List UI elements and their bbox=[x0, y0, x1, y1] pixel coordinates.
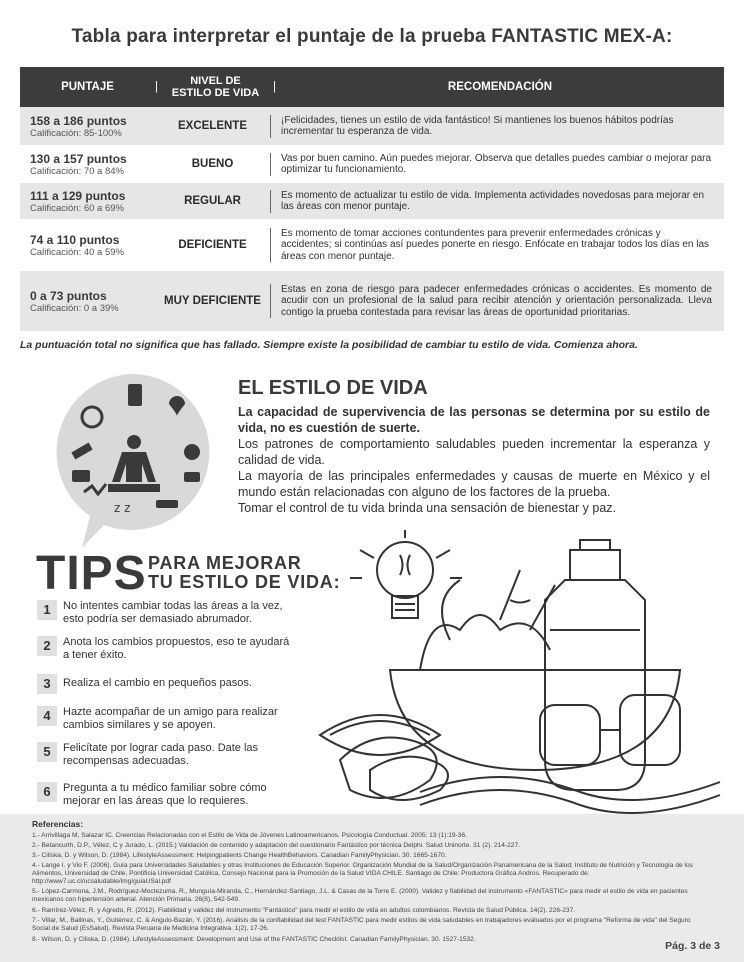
row-points: 74 a 110 puntos bbox=[30, 232, 120, 247]
scale-icon bbox=[72, 470, 90, 482]
row-nivel: BUENO bbox=[191, 158, 234, 170]
row-points: 111 a 129 puntos bbox=[30, 188, 126, 203]
row-recomendacion: Es momento de actualizar tu estilo de vida. Implementa actividades novedosas para mejorar en las áreas con menor puntaje. bbox=[270, 190, 724, 213]
tip-number: 2 bbox=[37, 636, 57, 656]
tip-text: Realiza el cambio en pequeños pasos. bbox=[63, 677, 252, 689]
table-row bbox=[20, 183, 724, 221]
row-calificacion: Calificación: 0 a 39% bbox=[30, 302, 119, 314]
row-calificacion: Calificación: 40 a 59% bbox=[30, 246, 124, 258]
apple-icon bbox=[184, 444, 200, 460]
row-recomendacion: Es momento de tomar acciones contundentes para prevenir enfermedades crónicas y accidentes; si continúas así puedes ponerte en riesgo. Enfócate en trabajar todos los días en las áreas con menor puntaje. bbox=[270, 228, 724, 263]
row-nivel: EXCELENTE bbox=[177, 120, 247, 132]
table-row bbox=[20, 147, 724, 183]
reference-item: 6.- Ramírez-Vélez, R. y Agredo, R. (2012). Fiabilidad y validez del instrumento "Fantástico" para medir el estilo de vida en adultos colombianos. Revista de Salud Pública. 14(2). 226-237. bbox=[32, 907, 576, 914]
tip-item bbox=[37, 674, 297, 694]
estilo-body bbox=[238, 404, 710, 516]
tips-subheading-line2: TU ESTILO DE VIDA: bbox=[148, 572, 341, 592]
reference-item: 5.- López-Carmona, J.M., Rodríguez-Moctezuma, R., Munguía-Miranda, C., Hernández-Santiago, J.L. & Casas de la Torre E. (2000). Validez y fiabilidad del instrumento «FANTASTIC» para medir el estilo de vida en pacientes mexicanos con hipertensión arterial. Atención Primaria. 26(8), 542-549. bbox=[32, 888, 688, 903]
table-row bbox=[20, 107, 724, 147]
drink-icon bbox=[128, 384, 142, 406]
row-calificacion: Calificación: 85-100% bbox=[30, 127, 122, 139]
healthy-food-illustration bbox=[300, 530, 730, 815]
meditation-head-icon bbox=[127, 435, 141, 449]
estilo-lead: La capacidad de supervivencia de las personas se determina por su estilo de vida, no es cuestión de suerte. bbox=[238, 405, 710, 435]
row-points: 130 a 157 puntos bbox=[30, 151, 127, 166]
tip-text: Felicítate por lograr cada paso. Date las recompensas adecuadas. bbox=[63, 742, 259, 767]
row-calificacion: Calificación: 60 a 69% bbox=[30, 202, 124, 214]
lifestyle-illustration bbox=[44, 372, 224, 552]
tip-item bbox=[37, 706, 297, 732]
dumbbell-icon bbox=[540, 705, 600, 765]
tips-heading: TIPS bbox=[36, 547, 147, 600]
table-row bbox=[20, 271, 724, 333]
measuring-tape-icon bbox=[420, 777, 720, 800]
tip-number: 3 bbox=[37, 674, 57, 694]
tip-text: Anota los cambios propuestos, eso te ayudará a tener éxito. bbox=[63, 636, 290, 661]
reference-item: 8.- Wilson, D. y Ciliska, D. (1984). LifestyleAssessment: Development and Use of the FANTASTIC Checklist. Canadian FamilyPhysician. 30. 1527-1532. bbox=[32, 936, 476, 943]
header-divider: | bbox=[155, 81, 158, 93]
tip-text: Hazte acompañar de un amigo para realizar cambios similares y se apoyen. bbox=[63, 706, 278, 731]
table-header bbox=[20, 67, 724, 107]
tip-number: 5 bbox=[37, 742, 57, 762]
header-recomendacion: RECOMENDACIÓN bbox=[447, 81, 553, 93]
tip-item bbox=[37, 782, 297, 808]
header-divider: | bbox=[273, 81, 276, 93]
header-nivel bbox=[158, 75, 273, 99]
section-title-estilo: EL ESTILO DE VIDA bbox=[238, 377, 428, 399]
score-table bbox=[20, 67, 724, 333]
bed-icon bbox=[156, 500, 178, 508]
tip-item bbox=[37, 600, 297, 626]
header-nivel-line1: NIVEL DE bbox=[190, 75, 241, 87]
pepper-icon bbox=[340, 738, 437, 799]
reference-item: 7.- Villar, M., Ballinas, Y., Gutiérrez, C. & Angulo-Bazán, Y. (2016). Análisis de la confiabilidad del test FANTASTIC para medir estilos de vida saludables en trabajadores evaluados por el programa "Reforma de vida" del Seguro Social de Salud (EsSalud). Revista Peruana de Medicina Integrativa. 1(2), 17-26. bbox=[32, 917, 691, 932]
row-points: 158 a 186 puntos bbox=[30, 113, 127, 128]
tip-text: Pregunta a tu médico familiar sobre cómo mejorar en las áreas que lo requieres. bbox=[63, 782, 267, 807]
tip-item bbox=[37, 742, 297, 768]
row-nivel: MUY DEFICIENTE bbox=[164, 295, 261, 307]
row-recomendacion: Estas en zona de riesgo para padecer enfermedades crónicas o accidentes. Es momento de acudir con un profesional de la salud para recibir atención y orientación personalizada. Lleva contigo la prueba contestada para revisar las áreas de oportunidad prioritarias. bbox=[270, 284, 724, 319]
estilo-paragraph: Tomar el control de tu vida brinda una sensación de bienestar y paz. bbox=[238, 501, 617, 515]
reference-item: 2.- Betancurth, D.P., Vélez, C y Jurado, L. (2015.) Validación de contenido y adaptación del cuestionario Fantástico por técnica Delphi. Salud Uninorte. 31 (2). 214-227. bbox=[32, 842, 520, 849]
tip-number: 6 bbox=[37, 782, 57, 802]
row-calificacion: Calificación: 70 a 84% bbox=[30, 165, 124, 177]
score-note: La puntuación total no significa que has fallado. Siempre existe la posibilidad de cambiar tu estilo de vida. Comienza ahora. bbox=[20, 339, 638, 351]
reference-item: 4.- Lange I. y Vio F. (2006). Guía para Universidades Saludables y otras Instituciones de Educación Superior. Organización Mundial de la Salud/Organización Panamericana de la Salud; Instituto de Nutrición y Tecnología de los Alimentos, Universidad de Chile, Pontificia Universidad Católica, Consejo Nacional para la Promoción de la Salud VIDA CHILE. Santiago de Chile: Productora Gráfica Andros. Recuperado de: http://www7.uc.cl/ucsaludable/img/guiaUSal.pdf bbox=[32, 862, 693, 885]
water-bottle-icon bbox=[545, 580, 645, 790]
row-recomendacion: ¡Felicidades, tienes un estilo de vida fantástico! Si mantienes los buenos hábitos podrías incrementar tu esperanza de vida. bbox=[270, 115, 724, 138]
header-puntaje: PUNTAJE bbox=[61, 81, 114, 93]
reference-item: 1.- Arrivillaga M, Salazar IC. Creencias Relacionadas con el Estilo de Vida de Jóvenes Latinoamericanos. Psicología Conductual. 2005; 13 (1):19-36. bbox=[32, 832, 467, 839]
row-nivel: DEFICIENTE bbox=[178, 239, 247, 251]
lightbulb-icon bbox=[377, 542, 433, 598]
references-title: Referencias: bbox=[32, 819, 84, 829]
row-nivel: REGULAR bbox=[184, 195, 241, 207]
tip-number: 1 bbox=[37, 600, 57, 620]
tip-number: 4 bbox=[37, 706, 57, 726]
references bbox=[0, 814, 744, 962]
reference-item: 3.- Ciliska, D. y Wilson, D. (1984). LifestyleAssessment: Helpingpatients Change HealthBehaviors. Canadian FamilyPhysician. 30. 1665-1670. bbox=[32, 852, 447, 859]
row-points: 0 a 73 puntos bbox=[30, 288, 107, 303]
tip-item bbox=[37, 636, 297, 662]
page-title: Tabla para interpretar el puntaje de la prueba FANTASTIC MEX-A: bbox=[71, 26, 673, 47]
sleep-icon: z z bbox=[114, 501, 131, 515]
dumbbell-icon bbox=[184, 472, 200, 482]
meditation-legs-icon bbox=[108, 484, 160, 492]
bowl-icon bbox=[390, 670, 680, 770]
row-recomendacion: Vas por buen camino. Aún puedes mejorar. Observa que detalles puedes cambiar o mejorar para optimizar tu funcionamiento. bbox=[270, 153, 724, 176]
table-row bbox=[20, 221, 724, 271]
estilo-paragraph: Los patrones de comportamiento saludables pueden incrementar la esperanza y calidad de vida. bbox=[238, 437, 710, 467]
estilo-paragraph: La mayoría de las principales enfermedades y causas de muerte en México y el mundo están relacionadas con alguno de los factores de la prueba. bbox=[238, 469, 710, 499]
page-number: Pág. 3 de 3 bbox=[665, 940, 720, 952]
tips-subheading-line1: PARA MEJORAR bbox=[148, 553, 302, 573]
tip-text: No intentes cambiar todas las áreas a la vez, esto podría ser demasiado abrumador. bbox=[63, 600, 283, 625]
header-nivel-line2: ESTILO DE VIDA bbox=[171, 87, 260, 99]
